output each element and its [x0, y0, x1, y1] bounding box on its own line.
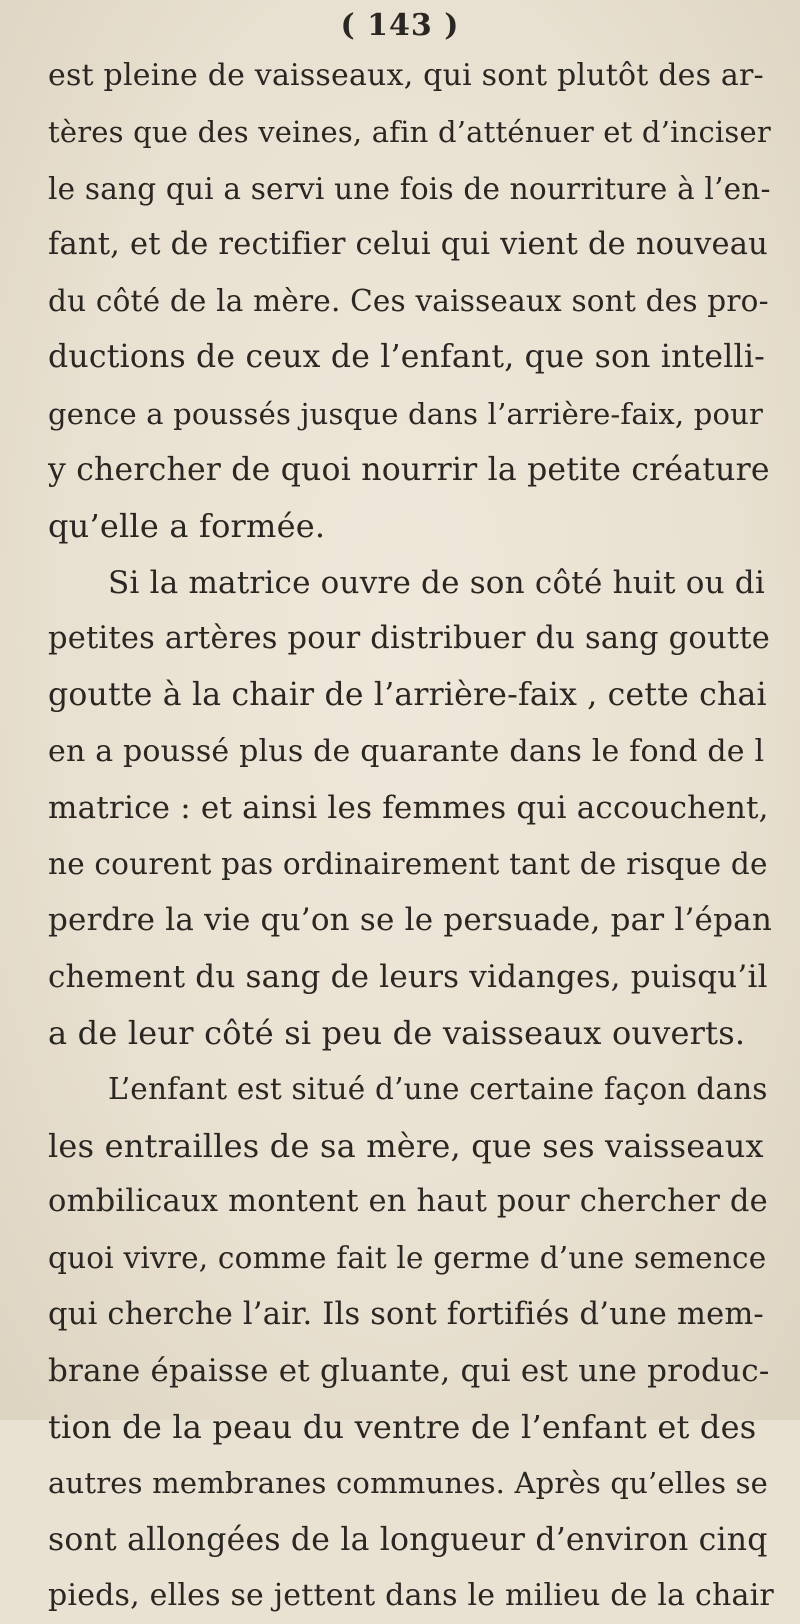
text-line: matrice : et ainsi les femmes qui accouchent, [48, 789, 769, 826]
text-line: petites artères pour distribuer du sang goutte [48, 620, 770, 656]
text-line: a de leur côté si peu de vaisseaux ouverts. [48, 1014, 746, 1053]
text-line: autres membranes communes. Après qu’elles se [48, 1466, 769, 1501]
text-line: tères que des veines, afin d’atténuer et d’inciser [48, 115, 771, 150]
text-line: ombilicaux montent en haut pour chercher de [48, 1183, 768, 1219]
text-line: Si la matrice ouvre de son côté huit ou di [108, 564, 765, 601]
text-line: en a poussé plus de quarante dans le fond de l [48, 733, 765, 769]
text-line: y chercher de quoi nourrir la petite créature [48, 452, 770, 489]
text-line: ductions de ceux de l’enfant, que son intelli- [48, 339, 765, 376]
page-number: ( 143 ) [340, 8, 460, 43]
text-line: qui cherche l’air. Ils sont fortifiés d’une mem- [48, 1296, 764, 1332]
text-line: est pleine de vaisseaux, qui sont plutôt des ar- [48, 58, 764, 93]
text-line: goutte à la chair de l’arrière-faix , cette chai [48, 677, 767, 714]
body-text [48, 48, 774, 1624]
text-line: ne courent pas ordinairement tant de risque de [48, 847, 768, 882]
text-line: brane épaisse et gluante, qui est une produc- [48, 1352, 770, 1389]
text-line: tion de la peau du ventre de l’enfant et des [48, 1408, 757, 1447]
text-line: sont allongées de la longueur d’environ cinq [48, 1521, 768, 1558]
text-line: les entrailles de sa mère, que ses vaisseaux [48, 1126, 764, 1165]
text-line: gence a poussés jusque dans l’arrière-faix, pour [48, 396, 764, 431]
text-line: fant, et de rectifier celui qui vient de nouveau [48, 226, 768, 262]
text-line: perdre la vie qu’on se le persuade, par l’épan [48, 902, 772, 939]
text-line: qu’elle a formée. [48, 507, 326, 546]
text-line: le sang qui a servi une fois de nourriture à l’en- [48, 171, 771, 206]
text-line: L’enfant est situé d’une certaine façon dans [108, 1072, 768, 1107]
text-line: chement du sang de leurs vidanges, puisqu’il [48, 958, 768, 995]
text-line: pieds, elles se jettent dans le milieu de la chair [48, 1578, 774, 1614]
text-line: quoi vivre, comme fait le germe d’une semence [48, 1241, 767, 1276]
text-line: du côté de la mère. Ces vaisseaux sont des pro- [48, 284, 769, 319]
